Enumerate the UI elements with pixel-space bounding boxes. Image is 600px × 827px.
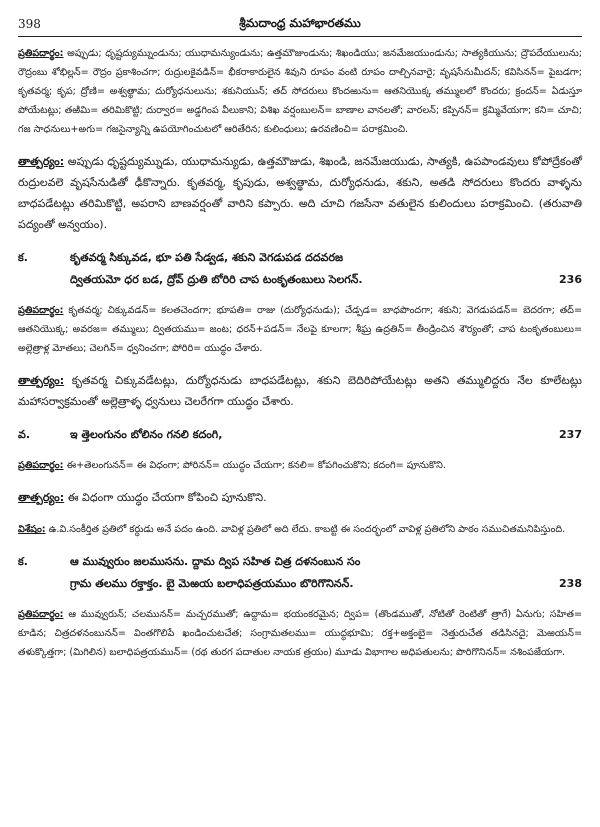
commentary-paragraph — [18, 301, 582, 358]
section-label: ప్రతిపదార్థం: — [18, 305, 64, 316]
paragraph-text: అప్పుడు ధృష్టద్యుమ్నుడు, యుధామన్యుడు, ఉత్తమౌజుడు, శిఖండి, జనమేజయుడు, సాత్యకి, ఉపపాండవులు కోపోద్రేకంతో రుద్రులవలె వృషసేనుడితో ఢీకొన్నారు. కృతవర్మ, కృపుడు, అశ్వత్థామ, దుర్యోధనుడు, శకుని, అతడి సోదరులు కొందరు వాళ్ళను బాధపడేటట్లు తరిమికొట్టి, అపరాని బాణవర్షంతో వారిని కప్పారు. అది చూచి గజసేనా వతులైన కులిందులు పరాక్రమించి. (తరువాతి పద్యంతో అన్వయం). — [18, 155, 582, 231]
verse-line: గ్రామ తలము రక్తాక్తం. బై మెఱయ బలాధిపత్రయముం బొరిగొనినన్. — [70, 577, 354, 590]
commentary-paragraph — [18, 44, 582, 139]
commentary-paragraph — [18, 151, 582, 235]
verse-line: ఇ త్తెలంగునం బోలినం గనలి కదంగి, — [70, 428, 223, 441]
verse-lines — [70, 247, 546, 291]
verse-lines — [70, 551, 546, 595]
section-label: తాత్పర్యం: — [18, 155, 65, 168]
verse-metre: క. — [18, 555, 28, 568]
page-body — [18, 44, 582, 674]
section-label: తాత్పర్యం: — [18, 491, 65, 504]
paragraph-text: కృతవర్మ; చిక్కువడన్= కలతచెందగా; భూపతి= రాజు (దుర్యోధనుడు); చేడ్పడ= బాధపొందగా; శకుని; వెగడుపడన్= బెదరగా; తద్= ఆతనియొక్క; అవరజ= తమ్ములు; ద్వితయము= జంట; ధరన్+పడన్= నేలపై కూలగా; శీఘ్ర ఉద్రతిన్= తీండ్రించిన శౌర్యంతో; చాప టంకృతంబులు= అల్లెత్రాళ్ల మోతలు; చెలగిన్= ధ్వనించగా; పోరిరి= యుద్ధం చేశారు. — [18, 305, 582, 354]
commentary-paragraph — [18, 520, 582, 539]
verse-number: 238 — [559, 577, 582, 590]
section-label: తాత్పర్యం: — [18, 374, 65, 387]
paragraph-text: కృతవర్మ చిక్కువడేటట్లు, దుర్యోధనుడు బాధపడేటట్లు, శకుని బెదిరిపోయేటట్లు అతని తమ్ములిద్దరు నేల కూలేటట్లు మహాసర్వాక్రమంతో అల్లెత్రాళ్ళ ధ్వనులు చెలరేగగా యుద్ధం చేశారు. — [18, 374, 582, 408]
header-rule — [18, 36, 582, 37]
verse-line: కృతవర్మ సిక్కువడ, భూ పతి సేడ్వడ, శకుని వెగడుపడ దదవరజ — [70, 251, 344, 264]
commentary-paragraph — [18, 456, 582, 475]
paragraph-text: ఉ.వి.సంకీర్తిత ప్రతిలో కర్ధుడు అనే పదం ఉంది. వావిళ్ల ప్రతిలో అది లేదు. కాబట్టి ఈ సందర్భంలో వావిళ్ల ప్రతిలోని పాఠం సముచితమనిపిస్తుంది. — [45, 524, 566, 535]
paragraph-text: ఈ విధంగా యుద్ధం చేయగా కోపించి పూనుకొని. — [64, 491, 267, 504]
verse-metre: వ. — [18, 428, 30, 441]
commentary-paragraph — [18, 487, 582, 508]
section-label: ప్రతిపదార్థం: — [18, 609, 64, 620]
verse-metre: క. — [18, 251, 28, 264]
page-header — [18, 14, 582, 34]
running-title: శ్రీమదాంధ్ర మహాభారతము — [239, 15, 361, 30]
verse-block — [18, 551, 582, 595]
section-label: ప్రతిపదార్థం: — [18, 48, 64, 59]
commentary-paragraph — [18, 605, 582, 662]
paragraph-text: ఆ మువ్వురున్; చలమునన్= మచ్చరముతో; ఉద్దామ= భయంకరమైన; ద్విప= (తొండముతో, నోటితో రెంటితో త్రాగే) ఏనుగు; సహిత= కూడిన; చిత్రదళనంబునన్= వింతగొలిపే ఖండించుటచేత; సంగ్రామతలము= యుద్ధభూమి; రక్త+అక్తంబై= నెత్తురుచేత తడిసినదై; మెఱయన్= తళుక్కొత్తగా; (మిగిలిన) బలాధిపత్రయమున్= (రథ తురగ పదాతుల నాయక త్రయం) మూడు విభాగాల అధిపతులను; పొరిగొనినన్= నశింపజేయగా. — [18, 609, 582, 658]
verse-block — [18, 247, 582, 291]
section-label: విశేషం: — [18, 524, 46, 535]
paragraph-text: ఈ+తెలంగునన్= ఈ విధంగా; పోరినన్= యుద్ధం చేయగా; కనలి= కోపగించుకొని; కదంగి= పూనుకొని. — [63, 460, 446, 471]
verse-lines — [70, 424, 546, 446]
verse-block — [18, 424, 582, 446]
commentary-paragraph — [18, 370, 582, 412]
verse-line: ఆ మువ్వురుం జలముసను. ద్దామ ద్విప సహిత చిత్ర దళనంబున సం — [70, 555, 361, 568]
verse-number: 237 — [559, 428, 582, 441]
verse-number: 236 — [559, 273, 582, 286]
section-label: ప్రతిపదార్థం: — [18, 460, 64, 471]
paragraph-text: అప్పుడు; ధృష్టద్యుమ్నుండును; యుధామన్యుండును; ఉత్తమౌజుండును; శిఖండియు; జనమేజయుండును; సాత్యకియును; ద్రౌపదేయులును; రౌద్రంబు శోభిల్లన్= రౌద్రం ప్రకాశించగా; రుద్రులకైవడిన్= భీకరాకారులైన శివుని రూపం వంటి రూపం దాల్చినవారై; వృషసేనుమీదన్; కవిసినన్= పైబడగా; కృతవర్మ; కృప; ద్రోణి= అశ్వత్థామ; దుర్యోధనులును; శకునియున్; తద్ సోదరులు కొందఱును= ఆతనియొక్క తమ్ములలో కొందరు; క్రందన్= ఏడుస్తూ పోయేటట్లు; తఱిమి= తరిమికొట్టి; దుర్వార= అడ్డగింప వీలుకాని; విశిఖ వర్షంబులన్= బాణాల వానలతో; వారలన్; కప్పినన్= క్రమ్మివేయగా; కని= చూచి; గజ సాధనులు+అగు= గజసైన్యాన్ని ఉపయోగించుటలో ఆరితేరిన; కులింధులు; ఉరవణించి= పరాక్రమించి. — [18, 48, 582, 135]
page-number: 398 — [18, 17, 41, 31]
verse-line: ద్వితయమో ధర బడ, ద్రోవ్ ద్రుతి బోరిరి చాప టంకృతంబులు సెలగన్. — [70, 273, 363, 286]
